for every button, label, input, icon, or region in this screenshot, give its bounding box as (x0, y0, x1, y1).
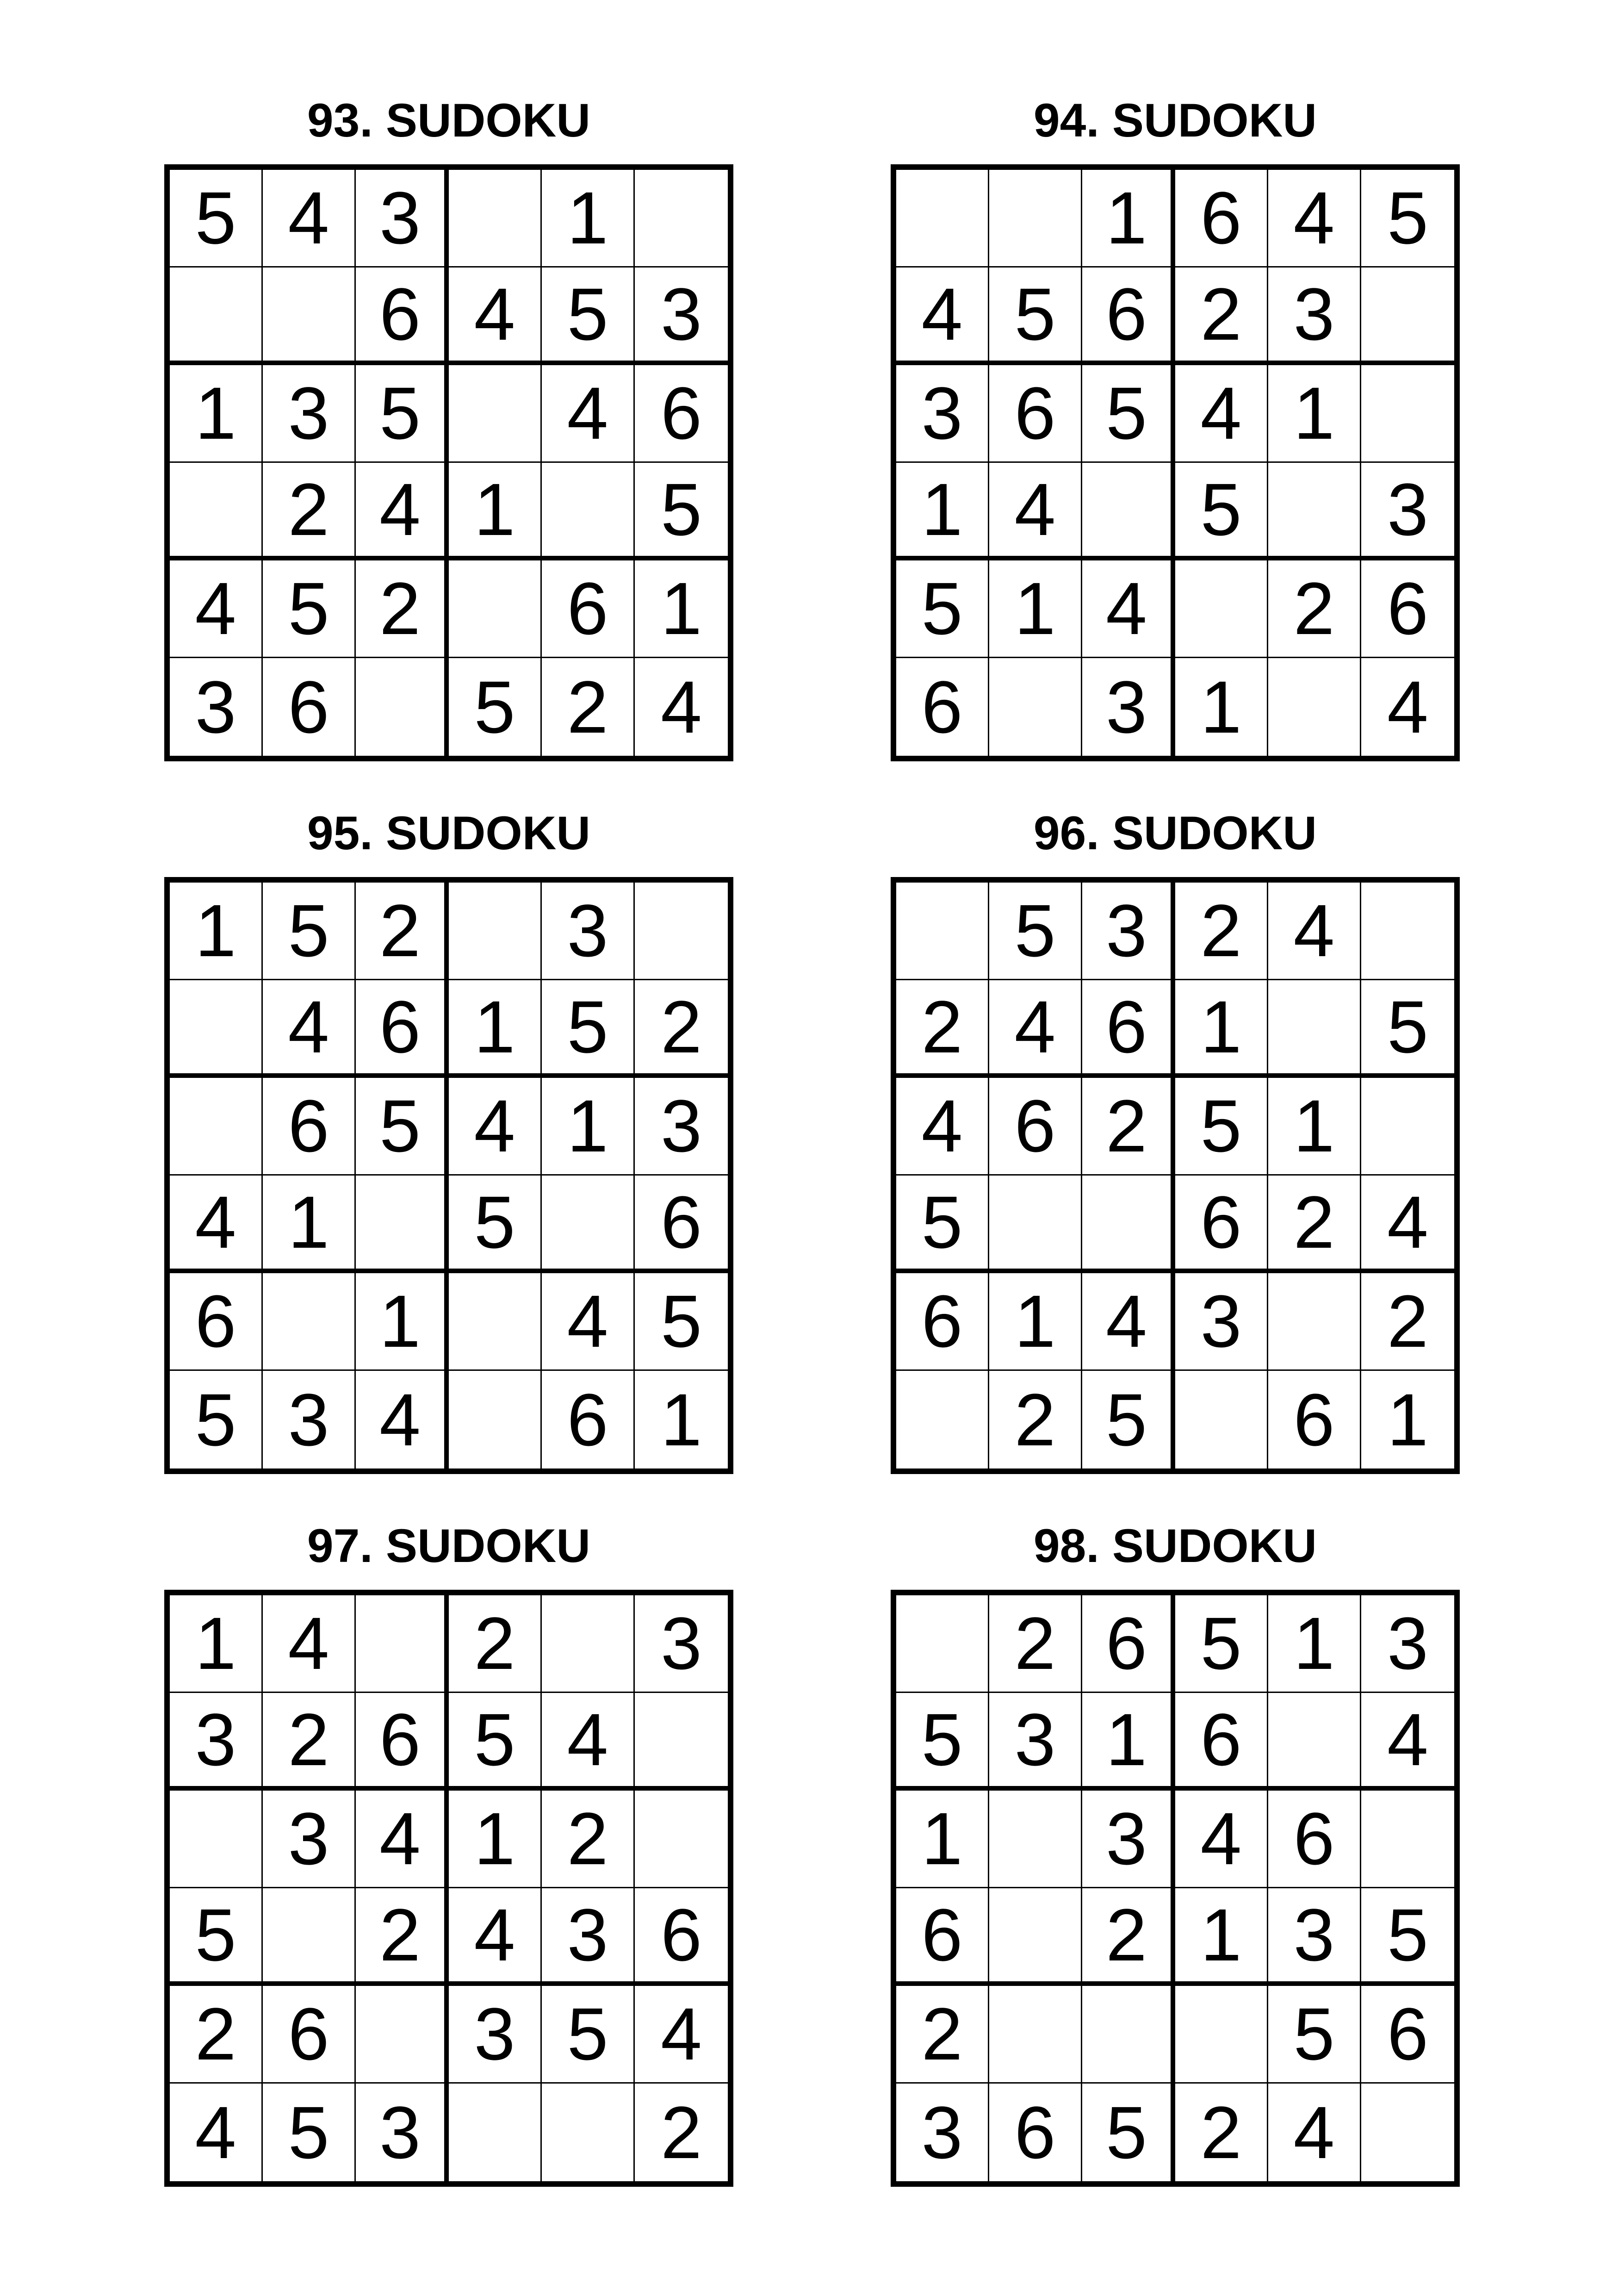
given-cell: 2 (542, 658, 635, 756)
given-cell: 5 (170, 1371, 263, 1468)
given-cell: 1 (989, 560, 1082, 658)
given-cell: 4 (989, 463, 1082, 560)
empty-cell[interactable] (989, 658, 1082, 756)
given-cell: 3 (1361, 1595, 1454, 1693)
given-cell: 6 (263, 1078, 356, 1176)
given-cell: 3 (1082, 1791, 1175, 1888)
given-cell: 2 (635, 980, 728, 1078)
given-cell: 6 (896, 1888, 989, 1986)
given-cell: 1 (1175, 658, 1268, 756)
empty-cell[interactable] (449, 1371, 542, 1468)
given-cell: 4 (263, 980, 356, 1078)
empty-cell[interactable] (449, 560, 542, 658)
given-cell: 6 (263, 658, 356, 756)
given-cell: 1 (449, 1791, 542, 1888)
given-cell: 1 (989, 1273, 1082, 1371)
given-cell: 4 (1361, 1176, 1454, 1273)
given-cell: 4 (449, 1888, 542, 1986)
given-cell: 1 (896, 463, 989, 560)
given-cell: 4 (1268, 170, 1361, 268)
given-cell: 1 (263, 1176, 356, 1273)
sudoku-grid (891, 164, 1460, 761)
given-cell: 6 (542, 1371, 635, 1468)
given-cell: 1 (1082, 170, 1175, 268)
given-cell: 4 (661, 665, 702, 748)
sudoku-grid (164, 1590, 733, 2187)
given-cell: 3 (356, 170, 449, 268)
given-cell: 4 (170, 1176, 263, 1273)
given-cell: 3 (263, 1791, 356, 1888)
given-cell: 6 (1175, 170, 1268, 268)
given-cell: 3 (1175, 1273, 1268, 1371)
empty-cell[interactable] (635, 883, 728, 980)
given-cell: 4 (1082, 1273, 1175, 1371)
given-cell: 6 (1361, 1986, 1454, 2084)
given-cell: 5 (542, 980, 635, 1078)
given-cell: 4 (1268, 2084, 1361, 2181)
puzzle-title: 98. SUDOKU (1033, 1519, 1317, 1572)
given-cell: 2 (661, 2091, 702, 2174)
empty-cell[interactable] (356, 1595, 449, 1693)
given-cell: 4 (1268, 883, 1361, 980)
empty-cell[interactable] (263, 268, 356, 365)
empty-cell[interactable] (1268, 1693, 1361, 1791)
empty-cell[interactable] (170, 980, 263, 1078)
empty-cell[interactable] (896, 1595, 989, 1693)
given-cell: 1 (170, 883, 263, 980)
given-cell: 4 (170, 2084, 263, 2181)
empty-cell[interactable] (635, 1693, 728, 1791)
given-cell: 3 (170, 1693, 263, 1791)
empty-cell[interactable] (449, 1273, 542, 1371)
given-cell: 4 (542, 1693, 635, 1791)
empty-cell[interactable] (449, 883, 542, 980)
empty-cell[interactable] (1268, 658, 1361, 756)
empty-cell[interactable] (1361, 268, 1454, 365)
puzzle-title: 93. SUDOKU (307, 94, 591, 147)
empty-cell[interactable] (542, 1176, 635, 1273)
given-cell: 5 (170, 170, 263, 268)
empty-cell[interactable] (1082, 463, 1175, 560)
given-cell: 3 (989, 1693, 1082, 1791)
given-cell: 3 (635, 1078, 728, 1176)
given-cell: 1 (1175, 1888, 1268, 1986)
given-cell: 5 (263, 2084, 356, 2181)
empty-cell[interactable] (1361, 365, 1454, 463)
given-cell: 6 (1082, 1595, 1175, 1693)
given-cell: 5 (449, 1176, 542, 1273)
given-cell: 5 (896, 560, 989, 658)
given-cell: 6 (1175, 1693, 1268, 1791)
empty-cell[interactable] (263, 1888, 356, 1986)
empty-cell[interactable] (356, 1176, 449, 1273)
empty-cell[interactable] (542, 2084, 635, 2181)
empty-cell[interactable] (170, 1078, 263, 1176)
empty-cell[interactable] (635, 170, 728, 268)
given-cell: 5 (1082, 365, 1175, 463)
given-cell: 1 (170, 365, 263, 463)
given-cell: 4 (356, 1791, 449, 1888)
empty-cell[interactable] (170, 1791, 263, 1888)
given-cell: 1 (1082, 1693, 1175, 1791)
given-cell: 1 (635, 560, 728, 658)
given-cell: 3 (170, 658, 263, 756)
given-cell: 2 (263, 1693, 356, 1791)
given-cell: 3 (1268, 1888, 1361, 1986)
given-cell: 6 (635, 1888, 728, 1986)
given-cell: 5 (263, 883, 356, 980)
given-cell: 5 (989, 883, 1082, 980)
empty-cell[interactable] (896, 883, 989, 980)
empty-cell[interactable] (356, 658, 449, 756)
given-cell: 4 (1175, 365, 1268, 463)
given-cell: 5 (1361, 1888, 1454, 1986)
given-cell: 3 (1268, 268, 1361, 365)
given-cell: 1 (542, 1078, 635, 1176)
given-cell: 6 (1268, 1371, 1361, 1468)
given-cell: 2 (1082, 1078, 1175, 1176)
given-cell: 3 (356, 2084, 449, 2181)
given-cell: 4 (635, 1986, 728, 2084)
sudoku-grid (164, 164, 733, 761)
given-cell: 6 (1175, 1176, 1268, 1273)
given-cell: 2 (1268, 560, 1361, 658)
given-cell: 6 (263, 1986, 356, 2084)
puzzle-title: 94. SUDOKU (1033, 94, 1317, 147)
given-cell: 3 (1082, 658, 1175, 756)
given-cell: 4 (896, 1078, 989, 1176)
puzzle-title: 95. SUDOKU (307, 807, 591, 859)
given-cell: 4 (542, 365, 635, 463)
given-cell: 5 (449, 1693, 542, 1791)
given-cell: 5 (1175, 1078, 1268, 1176)
given-cell: 6 (356, 1693, 449, 1791)
given-cell: 1 (356, 1273, 449, 1371)
empty-cell[interactable] (542, 1595, 635, 1693)
empty-cell[interactable] (1361, 883, 1454, 980)
empty-cell[interactable] (170, 268, 263, 365)
sudoku-grid (891, 877, 1460, 1474)
given-cell: 6 (896, 658, 989, 756)
given-cell: 5 (1175, 463, 1268, 560)
given-cell: 6 (989, 365, 1082, 463)
given-cell: 6 (356, 980, 449, 1078)
given-cell: 3 (635, 1595, 728, 1693)
empty-cell[interactable] (1082, 1176, 1175, 1273)
given-cell: 3 (542, 883, 635, 980)
given-cell: 6 (1082, 268, 1175, 365)
given-cell: 6 (170, 1273, 263, 1371)
given-cell: 2 (356, 560, 449, 658)
given-cell: 5 (170, 1888, 263, 1986)
empty-cell[interactable] (635, 1791, 728, 1888)
empty-cell[interactable] (449, 365, 542, 463)
given-cell: 4 (449, 268, 542, 365)
given-cell: 3 (896, 365, 989, 463)
given-cell: 3 (1082, 883, 1175, 980)
given-cell: 3 (542, 1888, 635, 1986)
given-cell: 6 (989, 2084, 1082, 2181)
given-cell: 6 (635, 365, 728, 463)
given-cell: 5 (356, 365, 449, 463)
empty-cell[interactable] (449, 2084, 542, 2181)
given-cell: 1 (449, 463, 542, 560)
given-cell: 2 (356, 1888, 449, 1986)
given-cell: 1 (1175, 980, 1268, 1078)
given-cell: 3 (449, 1986, 542, 2084)
given-cell: 4 (989, 980, 1082, 1078)
given-cell: 2 (170, 1986, 263, 2084)
given-cell: 3 (263, 365, 356, 463)
empty-cell[interactable] (170, 463, 263, 560)
empty-cell[interactable] (896, 1371, 989, 1468)
empty-cell[interactable] (989, 1986, 1082, 2084)
empty-cell[interactable] (449, 170, 542, 268)
given-cell: 1 (170, 1595, 263, 1693)
given-cell: 4 (263, 1595, 356, 1693)
given-cell: 2 (1175, 883, 1268, 980)
given-cell: 5 (449, 658, 542, 756)
given-cell: 5 (1361, 170, 1454, 268)
given-cell: 2 (449, 1595, 542, 1693)
given-cell: 4 (356, 1371, 449, 1468)
given-cell: 4 (1361, 1693, 1454, 1791)
given-cell: 2 (1268, 1176, 1361, 1273)
empty-cell[interactable] (1361, 1078, 1454, 1176)
given-cell: 3 (896, 2084, 989, 2181)
given-cell: 4 (1082, 560, 1175, 658)
given-cell: 5 (542, 1986, 635, 2084)
given-cell: 5 (1268, 1986, 1361, 2084)
empty-cell[interactable] (989, 170, 1082, 268)
given-cell: 4 (170, 560, 263, 658)
given-cell: 5 (989, 268, 1082, 365)
empty-cell[interactable] (1268, 980, 1361, 1078)
given-cell: 3 (635, 268, 728, 365)
empty-cell[interactable] (1175, 1371, 1268, 1468)
sudoku-grid (891, 1590, 1460, 2187)
given-cell: 2 (1175, 2084, 1268, 2181)
given-cell: 1 (1268, 1595, 1361, 1693)
given-cell: 6 (635, 1176, 728, 1273)
given-cell: 2 (1082, 1888, 1175, 1986)
empty-cell[interactable] (896, 170, 989, 268)
empty-cell[interactable] (263, 1273, 356, 1371)
given-cell: 4 (263, 170, 356, 268)
given-cell: 1 (1268, 365, 1361, 463)
empty-cell[interactable] (1175, 560, 1268, 658)
given-cell: 2 (896, 980, 989, 1078)
empty-cell[interactable] (1361, 1791, 1454, 1888)
given-cell: 4 (356, 463, 449, 560)
given-cell: 2 (356, 883, 449, 980)
puzzle-title: 97. SUDOKU (307, 1519, 591, 1572)
given-cell: 1 (1387, 1378, 1428, 1461)
given-cell: 1 (542, 170, 635, 268)
given-cell: 6 (1082, 980, 1175, 1078)
given-cell: 5 (1361, 980, 1454, 1078)
given-cell: 2 (896, 1986, 989, 2084)
empty-cell[interactable] (356, 1986, 449, 2084)
empty-cell[interactable] (1268, 1273, 1361, 1371)
empty-cell[interactable] (989, 1176, 1082, 1273)
given-cell: 2 (542, 1791, 635, 1888)
given-cell: 5 (263, 560, 356, 658)
given-cell: 4 (896, 268, 989, 365)
given-cell: 5 (1082, 2084, 1175, 2181)
empty-cell[interactable] (1268, 463, 1361, 560)
given-cell: 6 (1361, 560, 1454, 658)
given-cell: 1 (661, 1378, 702, 1461)
given-cell: 1 (449, 980, 542, 1078)
given-cell: 4 (449, 1078, 542, 1176)
empty-cell[interactable] (989, 1888, 1082, 1986)
given-cell: 6 (896, 1273, 989, 1371)
given-cell: 6 (356, 268, 449, 365)
empty-cell[interactable] (1361, 2084, 1454, 2181)
given-cell: 2 (1175, 268, 1268, 365)
given-cell: 3 (263, 1371, 356, 1468)
empty-cell[interactable] (1175, 1986, 1268, 2084)
empty-cell[interactable] (989, 1791, 1082, 1888)
given-cell: 5 (1082, 1371, 1175, 1468)
given-cell: 3 (1361, 463, 1454, 560)
given-cell: 6 (1268, 1791, 1361, 1888)
given-cell: 1 (1268, 1078, 1361, 1176)
given-cell: 5 (1175, 1595, 1268, 1693)
given-cell: 5 (635, 1273, 728, 1371)
given-cell: 6 (989, 1078, 1082, 1176)
empty-cell[interactable] (1082, 1986, 1175, 2084)
sudoku-grid (164, 877, 733, 1474)
puzzle-title: 96. SUDOKU (1033, 807, 1317, 859)
given-cell: 2 (989, 1595, 1082, 1693)
given-cell: 6 (542, 560, 635, 658)
given-cell: 4 (542, 1273, 635, 1371)
given-cell: 5 (635, 463, 728, 560)
given-cell: 2 (989, 1371, 1082, 1468)
given-cell: 5 (542, 268, 635, 365)
given-cell: 2 (263, 463, 356, 560)
given-cell: 1 (896, 1791, 989, 1888)
given-cell: 5 (896, 1693, 989, 1791)
empty-cell[interactable] (542, 463, 635, 560)
given-cell: 2 (1361, 1273, 1454, 1371)
given-cell: 4 (1387, 665, 1428, 748)
given-cell: 5 (356, 1078, 449, 1176)
given-cell: 5 (896, 1176, 989, 1273)
given-cell: 4 (1175, 1791, 1268, 1888)
